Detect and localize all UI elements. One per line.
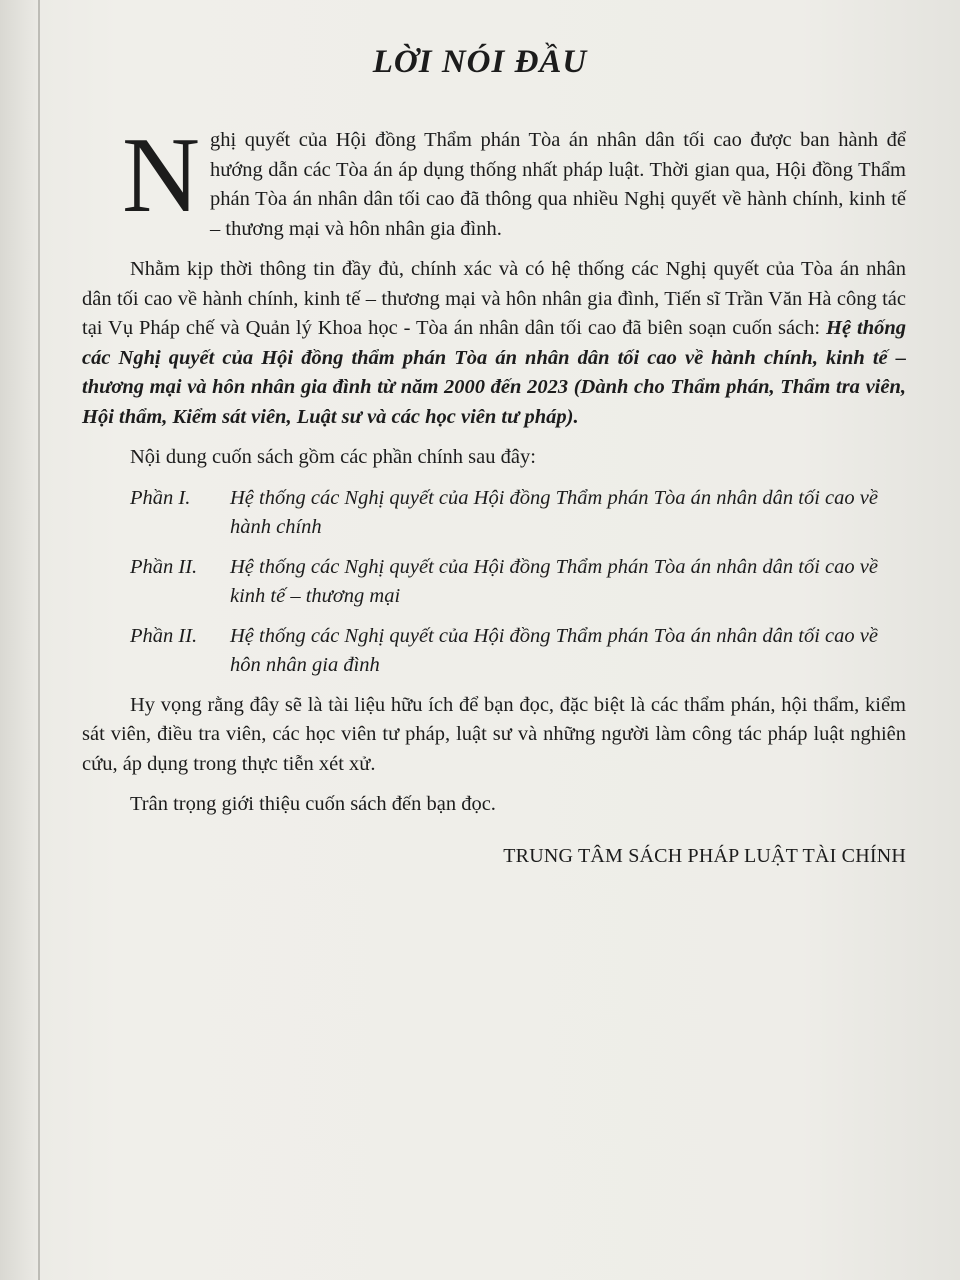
purpose-paragraph bbox=[82, 255, 906, 432]
part-label: Phần I. bbox=[130, 486, 191, 509]
contents-intro: Nội dung cuốn sách gồm các phần chính sau đây: bbox=[130, 446, 536, 468]
preface-body bbox=[82, 116, 906, 871]
purpose-text: Nhằm kịp thời thông tin đầy đủ, chính xác và có hệ thống các Nghị quyết của Tòa án nhân dân tối cao về hành chính, kinh tế – thương mại và hôn nhân gia đình, Tiến sĩ Trần Văn Hà công tác tại Vụ Pháp chế và Quản lý Khoa học - Tòa án nhân dân tối cao đã biên soạn cuốn sách: bbox=[82, 258, 906, 339]
intro-paragraph bbox=[82, 116, 906, 244]
book-gutter bbox=[38, 0, 40, 1280]
part-text: Hệ thống các Nghị quyết của Hội đồng Thẩm phán Tòa án nhân dân tối cao về kinh tế – thương mại bbox=[230, 555, 878, 607]
hope-paragraph: Hy vọng rằng đây sẽ là tài liệu hữu ích để bạn đọc, đặc biệt là các thẩm phán, hội thẩm, kiểm sát viên, điều tra viên, các học viên tư pháp, luật sư và những người làm công tác pháp luật nghiên cứu, áp dụng trong thực tiễn xét xử. bbox=[82, 693, 906, 775]
part-item bbox=[82, 553, 906, 612]
part-label: Phần II. bbox=[130, 555, 198, 578]
part-text: Hệ thống các Nghị quyết của Hội đồng Thẩm phán Tòa án nhân dân tối cao về hôn nhân gia đình bbox=[230, 624, 878, 676]
closing-paragraph: Trân trọng giới thiệu cuốn sách đến bạn đọc. bbox=[130, 793, 496, 815]
drop-cap: N bbox=[122, 116, 200, 235]
part-label: Phần II. bbox=[130, 624, 198, 647]
part-text: Hệ thống các Nghị quyết của Hội đồng Thẩm phán Tòa án nhân dân tối cao về hành chính bbox=[230, 486, 878, 538]
intro-text: ghị quyết của Hội đồng Thẩm phán Tòa án nhân dân tối cao được ban hành để hướng dẫn các Tòa án áp dụng thống nhất pháp luật. Thời gian qua, Hội đồng Thẩm phán Tòa án nhân dân tối cao đã thông qua nhiều Nghị quyết về hành chính, kinh tế – thương mại và hôn nhân gia đình. bbox=[210, 129, 906, 240]
page-title: LỜI NÓI ĐẦU bbox=[372, 44, 588, 80]
part-item bbox=[82, 484, 906, 543]
book-title: Hệ thống các Nghị quyết của Hội đồng thẩm phán Tòa án nhân dân tối cao về hành chính, kinh tế – thương mại và hôn nhân gia đình từ năm 2000 đến 2023 (Dành cho Thẩm phán, Thẩm tra viên, Hội thẩm, Kiểm sát viên, Luật sư và các học viên tư pháp). bbox=[82, 317, 906, 428]
signature: TRUNG TÂM SÁCH PHÁP LUẬT TÀI CHÍNH bbox=[503, 844, 906, 867]
part-item bbox=[82, 622, 906, 681]
